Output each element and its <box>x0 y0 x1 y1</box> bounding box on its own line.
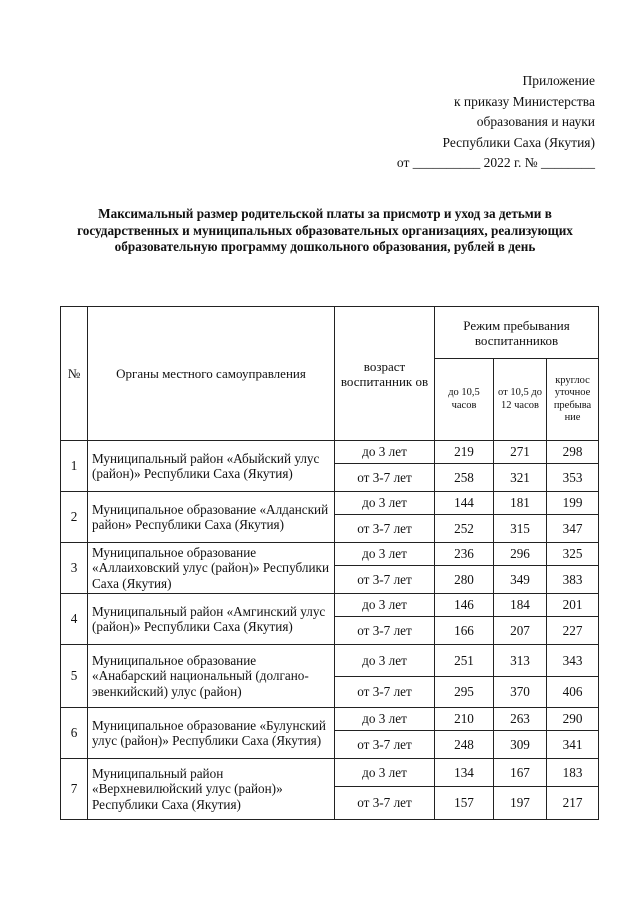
fee-10-5-to-12h: 184 <box>494 594 547 617</box>
row-number: 2 <box>61 492 88 543</box>
table-row <box>61 708 599 731</box>
fee-24h: 199 <box>547 492 599 515</box>
fee-10-5-to-12h: 263 <box>494 708 547 731</box>
age-group: до 3 лет <box>335 492 435 515</box>
row-number: 3 <box>61 543 88 594</box>
row-number: 4 <box>61 594 88 645</box>
table-row <box>61 594 599 617</box>
age-group: до 3 лет <box>335 543 435 566</box>
column-header-mode-c: круглос уточное пребыва ние <box>547 359 599 441</box>
age-group: до 3 лет <box>335 645 435 677</box>
table-row <box>61 543 599 566</box>
fee-10-5-to-12h: 315 <box>494 515 547 543</box>
fee-10-5-to-12h: 309 <box>494 731 547 759</box>
age-group: до 3 лет <box>335 708 435 731</box>
fee-10-5-to-12h: 181 <box>494 492 547 515</box>
fee-up-to-10-5h: 144 <box>435 492 494 515</box>
fee-24h: 290 <box>547 708 599 731</box>
row-number: 7 <box>61 759 88 820</box>
organ-name: Муниципальный район «Амгинский улус (район)» Республики Саха (Якутия) <box>88 594 335 645</box>
table-row <box>61 492 599 515</box>
fee-24h: 201 <box>547 594 599 617</box>
row-number: 5 <box>61 645 88 708</box>
appendix-line-3: образования и науки <box>476 114 595 129</box>
fee-24h: 227 <box>547 617 599 645</box>
age-group: от 3-7 лет <box>335 731 435 759</box>
fee-24h: 298 <box>547 441 599 464</box>
fee-24h: 347 <box>547 515 599 543</box>
fee-up-to-10-5h: 280 <box>435 566 494 594</box>
organ-name: Муниципальное образование «Булунский улус (район)» Республики Саха (Якутия) <box>88 708 335 759</box>
appendix-header <box>295 71 595 174</box>
appendix-line-1: Приложение <box>522 73 595 88</box>
fee-up-to-10-5h: 236 <box>435 543 494 566</box>
document-title: Максимальный размер родительской платы за присмотр и уход за детьми в государственных и муниципальных образовательных организациях, реализующих образовательную программу дошкольного образования, рублей в день <box>77 206 573 254</box>
fee-24h: 341 <box>547 731 599 759</box>
organ-name: Муниципальный район «Абыйский улус (район)» Республики Саха (Якутия) <box>88 441 335 492</box>
fee-24h: 343 <box>547 645 599 677</box>
organ-name: Муниципальное образование «Анабарский национальный (долгано-эвенкийский) улус (район) <box>88 645 335 708</box>
fee-up-to-10-5h: 146 <box>435 594 494 617</box>
age-group: от 3-7 лет <box>335 677 435 708</box>
age-group: до 3 лет <box>335 759 435 787</box>
fee-up-to-10-5h: 219 <box>435 441 494 464</box>
table-row <box>61 759 599 787</box>
appendix-line-2: к приказу Министерства <box>453 93 595 109</box>
row-number: 1 <box>61 441 88 492</box>
fee-10-5-to-12h: 321 <box>494 464 547 492</box>
appendix-line-5: от __________ 2022 г. № ________ <box>396 155 595 170</box>
fee-24h: 406 <box>547 677 599 708</box>
fee-10-5-to-12h: 349 <box>494 566 547 594</box>
column-header-organ: Органы местного самоуправления <box>88 307 335 441</box>
fee-up-to-10-5h: 210 <box>435 708 494 731</box>
age-group: от 3-7 лет <box>335 515 435 543</box>
fee-up-to-10-5h: 157 <box>435 787 494 820</box>
table-row <box>61 645 599 677</box>
age-group: от 3-7 лет <box>335 787 435 820</box>
column-header-age: возраст воспитанник ов <box>335 307 435 441</box>
column-header-mode-a: до 10,5 часов <box>435 359 494 441</box>
fee-10-5-to-12h: 167 <box>494 759 547 787</box>
fee-table <box>60 306 599 820</box>
age-group: от 3-7 лет <box>335 617 435 645</box>
fee-24h: 353 <box>547 464 599 492</box>
age-group: до 3 лет <box>335 441 435 464</box>
age-group: до 3 лет <box>335 594 435 617</box>
age-group: от 3-7 лет <box>335 566 435 594</box>
organ-name: Муниципальное образование «Алданский район» Республики Саха (Якутия) <box>88 492 335 543</box>
organ-name: Муниципальное образование «Аллаиховский улус (район)» Республики Саха (Якутия) <box>88 543 335 594</box>
fee-10-5-to-12h: 296 <box>494 543 547 566</box>
column-header-number: № <box>61 307 88 441</box>
fee-10-5-to-12h: 207 <box>494 617 547 645</box>
fee-24h: 183 <box>547 759 599 787</box>
column-header-mode: Режим пребывания воспитанников <box>435 307 599 359</box>
fee-up-to-10-5h: 134 <box>435 759 494 787</box>
fee-up-to-10-5h: 251 <box>435 645 494 677</box>
fee-up-to-10-5h: 252 <box>435 515 494 543</box>
row-number: 6 <box>61 708 88 759</box>
table-row <box>61 441 599 464</box>
fee-up-to-10-5h: 295 <box>435 677 494 708</box>
fee-up-to-10-5h: 258 <box>435 464 494 492</box>
fee-10-5-to-12h: 197 <box>494 787 547 820</box>
table-body <box>61 441 599 820</box>
fee-up-to-10-5h: 248 <box>435 731 494 759</box>
age-group: от 3-7 лет <box>335 464 435 492</box>
fee-24h: 325 <box>547 543 599 566</box>
organ-name: Муниципальный район «Верхневилюйский улус (район)» Республики Саха (Якутия) <box>88 759 335 820</box>
fee-24h: 383 <box>547 566 599 594</box>
fee-up-to-10-5h: 166 <box>435 617 494 645</box>
fee-24h: 217 <box>547 787 599 820</box>
fee-10-5-to-12h: 271 <box>494 441 547 464</box>
fee-10-5-to-12h: 313 <box>494 645 547 677</box>
appendix-line-4: Республики Саха (Якутия) <box>442 134 595 150</box>
fee-10-5-to-12h: 370 <box>494 677 547 708</box>
column-header-mode-b: от 10,5 до 12 часов <box>494 359 547 441</box>
